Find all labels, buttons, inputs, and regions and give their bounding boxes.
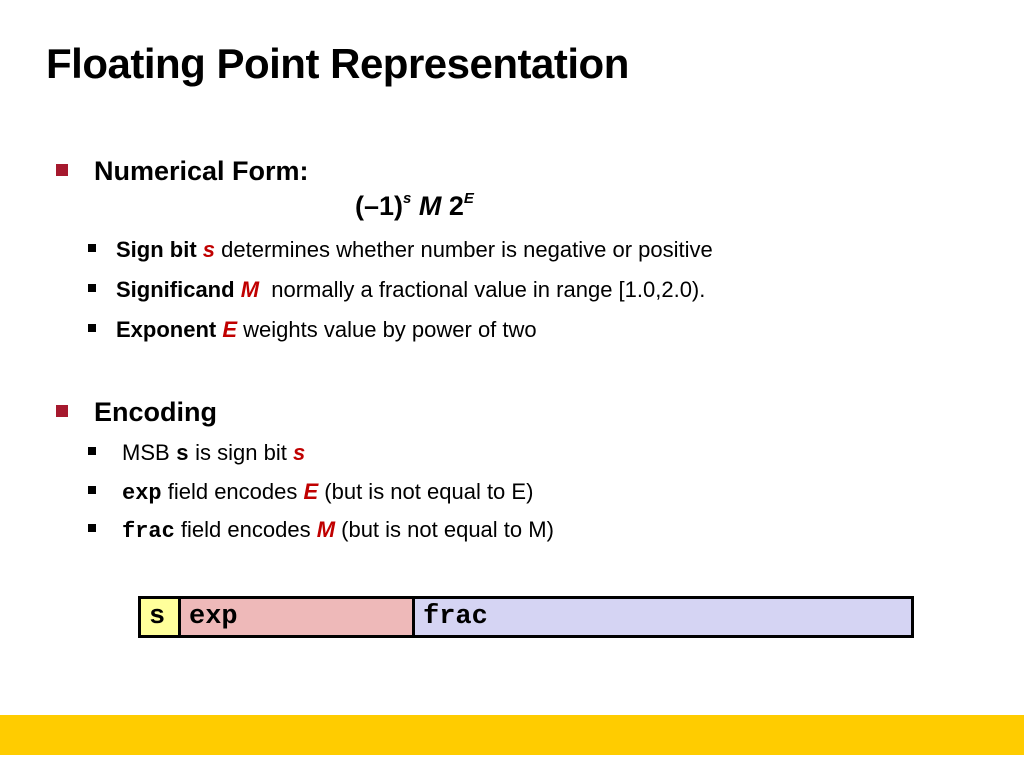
bullet-var: s (292, 440, 306, 465)
square-bullet-icon (88, 324, 96, 332)
formula-e-exponent: E (463, 190, 474, 207)
bullet-text: (but is not equal to M) (335, 517, 554, 542)
encoding-bullet-msb (88, 440, 305, 467)
square-bullet-icon (88, 524, 96, 532)
slide-title: Floating Point Representation (46, 40, 629, 87)
encoding-bullet-frac (88, 517, 554, 544)
numerical-bullet-significand (88, 277, 705, 303)
square-bullet-icon (88, 244, 96, 252)
bullet-code: frac (122, 519, 175, 544)
bullet-term: Exponent (116, 317, 217, 342)
bullet-text: field encodes (161, 479, 304, 504)
formula-two: 2 (448, 191, 464, 221)
encoding-bullet-exp (88, 479, 533, 506)
bullet-term: Significand (116, 277, 235, 302)
numerical-form-heading: Numerical Form: (94, 156, 309, 186)
numerical-bullet-sign (88, 237, 713, 263)
square-bullet-icon (56, 405, 68, 417)
bullet-var: E (303, 479, 319, 504)
bullet-text: is sign bit (189, 440, 293, 465)
numerical-form-item (56, 156, 309, 187)
bullet-code: s (175, 442, 189, 467)
formula-base: (–1) (355, 191, 404, 221)
encoding-heading: Encoding (94, 397, 217, 427)
square-bullet-icon (88, 447, 96, 455)
formula-m: M (418, 191, 442, 221)
bullet-var: M (316, 517, 336, 542)
encoding-item (56, 397, 217, 428)
footer-bar (0, 715, 1024, 755)
bullet-var: s (202, 237, 216, 262)
bullet-code: exp (122, 481, 162, 506)
bullet-text: (but is not equal to E) (318, 479, 534, 504)
field-frac: frac (415, 599, 911, 635)
field-s: s (141, 599, 181, 635)
field-exp: exp (181, 599, 415, 635)
bullet-text: field encodes (174, 517, 317, 542)
numerical-bullet-exponent (88, 317, 537, 343)
square-bullet-icon (88, 486, 96, 494)
bullet-var: E (222, 317, 238, 342)
square-bullet-icon (88, 284, 96, 292)
square-bullet-icon (56, 164, 68, 176)
formula (355, 190, 474, 222)
bullet-text: weights value by power of two (237, 317, 537, 342)
bullet-text: determines whether number is negative or positive (215, 237, 713, 262)
formula-s-exponent: s (403, 190, 412, 207)
bullet-text: MSB (122, 440, 176, 465)
bullet-term: Sign bit (116, 237, 197, 262)
bullet-var: M (240, 277, 260, 302)
bullet-text: normally a fractional value in range [1.0,2.0). (259, 277, 706, 302)
bit-field-diagram (138, 596, 914, 638)
